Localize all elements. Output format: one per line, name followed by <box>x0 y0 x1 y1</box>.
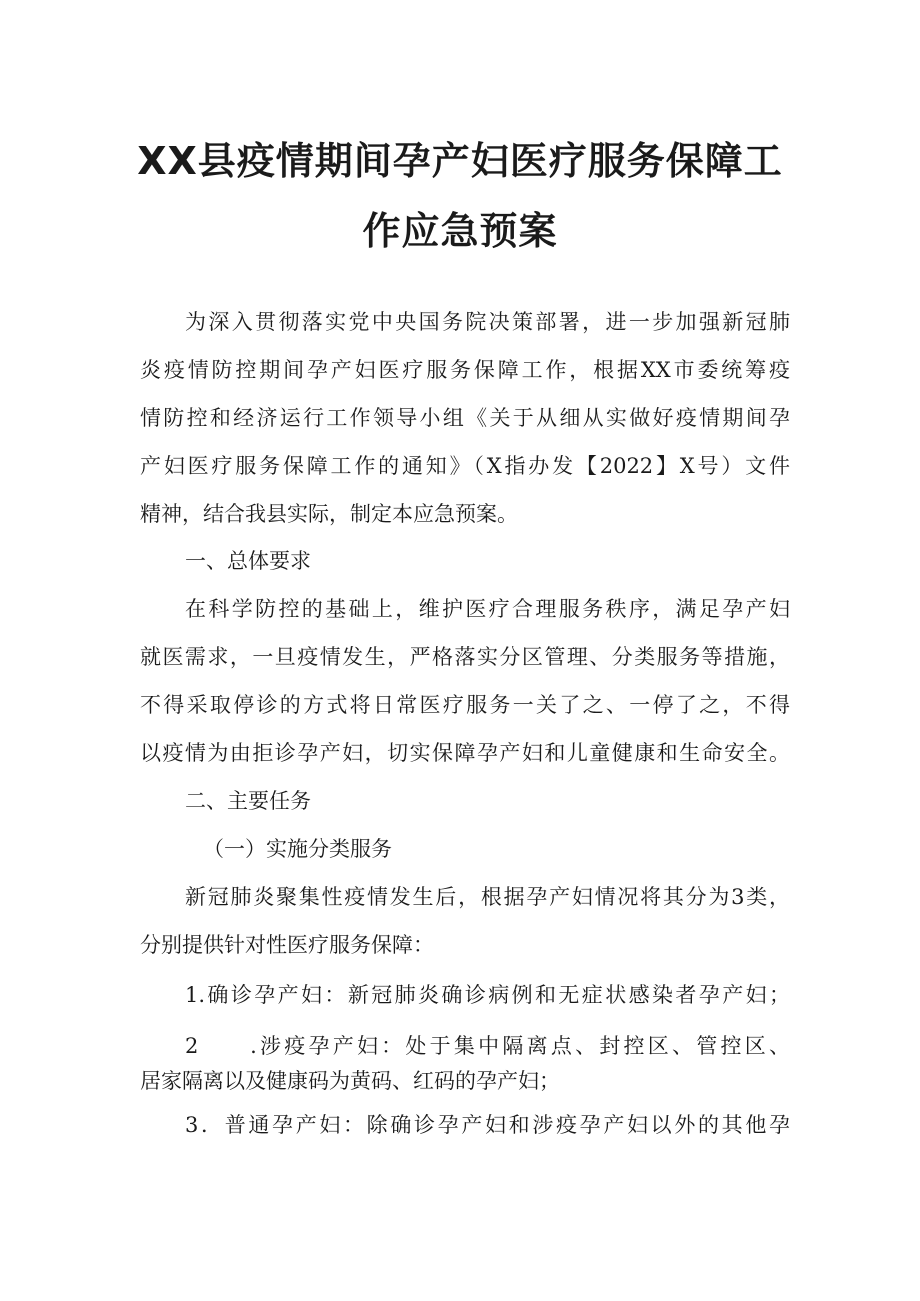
document-title-line-2: 作应急预案 <box>362 209 558 253</box>
section-1-line-2: 就医需求，一旦疫情发生，严格落实分区管理、分类服务等措施， <box>140 645 790 669</box>
list-item-1: 1.确诊孕产妇：新冠肺炎确诊病例和无症状感染者孕产妇； <box>185 983 790 1007</box>
section-2-heading: 二、主要任务 <box>185 789 311 813</box>
list-item-3: 3．普通孕产妇：除确诊孕产妇和涉疫孕产妇以外的其他孕 <box>185 1113 790 1137</box>
intro-line-2: 炎疫情防控期间孕产妇医疗服务保障工作，根据XX市委统筹疫 <box>140 358 790 382</box>
document-title-line-1: XX县疫情期间孕产妇医疗服务保障工 <box>137 139 783 183</box>
section-1-line-3: 不得采取停诊的方式将日常医疗服务一关了之、一停了之，不得 <box>140 693 790 717</box>
section-1-line-4: 以疫情为由拒诊孕产妇，切实保障孕产妇和儿童健康和生命安全。 <box>140 741 790 765</box>
intro-line-3: 情防控和经济运行工作领导小组《关于从细从实做好疫情期间孕 <box>140 406 790 430</box>
intro-line-4: 产妇医疗服务保障工作的通知》（X指办发【2022】X号）文件 <box>140 454 790 478</box>
section-2-para-line-2: 分别提供针对性医疗服务保障： <box>140 933 434 957</box>
list-item-2-line-1: 2 .涉疫孕产妇：处于集中隔离点、封控区、管控区、 <box>185 1034 790 1058</box>
section-2-para-line-1: 新冠肺炎聚集性疫情发生后，根据孕产妇情况将其分为3类， <box>185 885 790 909</box>
intro-line-5: 精神，结合我县实际，制定本应急预案。 <box>140 502 518 526</box>
section-1-line-1: 在科学防控的基础上，维护医疗合理服务秩序，满足孕产妇 <box>185 597 790 621</box>
list-item-2-line-2: 居家隔离以及健康码为黄码、红码的孕产妇； <box>140 1069 560 1093</box>
intro-line-1: 为深入贯彻落实党中央国务院决策部署，进一步加强新冠肺 <box>185 310 790 334</box>
section-2-subheading-1: （一）实施分类服务 <box>203 837 392 861</box>
section-1-heading: 一、总体要求 <box>185 549 311 573</box>
